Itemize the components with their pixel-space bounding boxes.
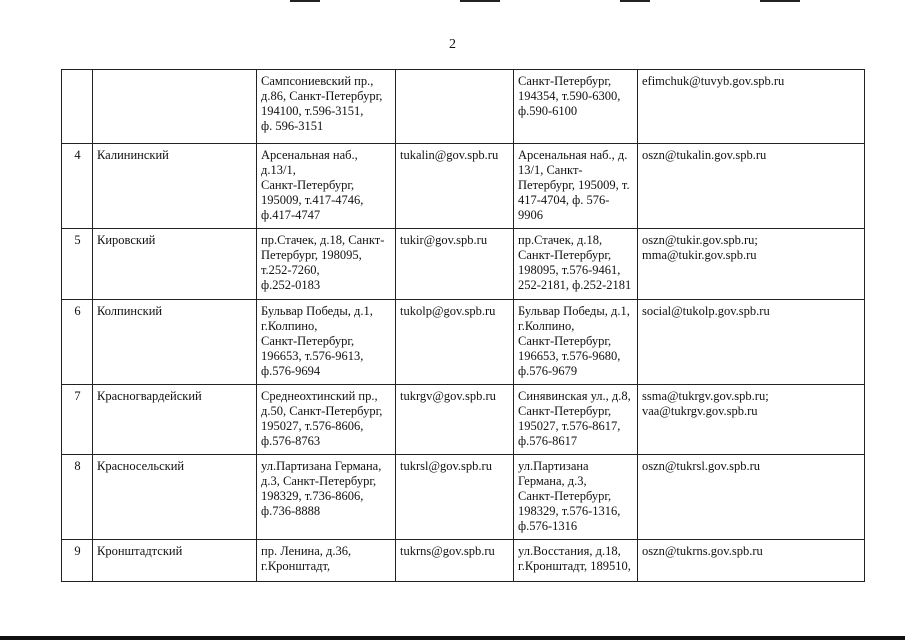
- social-address-line: ф.576-8617: [518, 434, 578, 448]
- address-line: пр. Ленина, д.36,: [261, 544, 352, 558]
- address-line: д.3, Санкт-Петербург,: [261, 474, 377, 488]
- social-address-line: ул.Восстания, д.18,: [518, 544, 621, 558]
- social-email-cell: [638, 229, 865, 300]
- social-email-line: ssma@tukrgv.gov.spb.ru;: [642, 389, 769, 403]
- social-address-cell: [514, 540, 638, 582]
- social-address-line: 198329, т.576-1316,: [518, 504, 621, 518]
- email-cell: [396, 70, 514, 144]
- social-email-line: oszn@tukir.gov.spb.ru;: [642, 233, 758, 247]
- table-row: [62, 229, 865, 300]
- social-address-line: Санкт-Петербург,: [518, 248, 612, 262]
- row-number-cell: 9: [62, 540, 93, 582]
- address-line: Сампсониевский пр.,: [261, 74, 374, 88]
- social-address-line: 13/1, Санкт-: [518, 163, 583, 177]
- address-line: 195009, т.417-4746,: [261, 193, 364, 207]
- district-name-cell: [93, 70, 257, 144]
- address-line: д.86, Санкт-Петербург,: [261, 89, 383, 103]
- address-line: Бульвар Победы, д.1,: [261, 304, 373, 318]
- social-email-cell: [638, 455, 865, 540]
- email-cell: tukalin@gov.spb.ru: [396, 144, 514, 229]
- district-name-cell: Красногвардейский: [93, 385, 257, 455]
- address-cell: [257, 144, 396, 229]
- table-row: [62, 540, 865, 582]
- address-line: д.13/1,: [261, 163, 296, 177]
- scan-top-edge: [620, 0, 650, 2]
- social-email-line: efimchuk@tuvyb.gov.spb.ru: [642, 74, 785, 88]
- social-email-line: vaa@tukrgv.gov.spb.ru: [642, 404, 758, 418]
- social-address-line: Санкт-Петербург,: [518, 489, 612, 503]
- social-address-line: ф.576-1316: [518, 519, 578, 533]
- address-line: Среднеохтинский пр.,: [261, 389, 378, 403]
- address-line: Петербург, 198095,: [261, 248, 362, 262]
- address-cell: [257, 70, 396, 144]
- district-contacts-table: [61, 69, 865, 582]
- address-line: ф.736-8888: [261, 504, 321, 518]
- social-address-line: ф.590-6100: [518, 104, 578, 118]
- social-email-line: social@tukolp.gov.spb.ru: [642, 304, 770, 318]
- row-number-cell: [62, 70, 93, 144]
- district-name-cell: Калининский: [93, 144, 257, 229]
- social-email-line: mma@tukir.gov.spb.ru: [642, 248, 757, 262]
- table-body: [62, 70, 865, 582]
- social-address-line: Арсенальная наб., д.: [518, 148, 628, 162]
- social-address-line: 195027, т.576-8617,: [518, 419, 621, 433]
- district-name-cell: Кронштадтский: [93, 540, 257, 582]
- page-number: 2: [449, 37, 456, 52]
- row-number-cell: 8: [62, 455, 93, 540]
- table-row: [62, 70, 865, 144]
- social-email-cell: [638, 540, 865, 582]
- social-email-cell: [638, 70, 865, 144]
- social-email-cell: [638, 300, 865, 385]
- social-email-line: oszn@tukalin.gov.spb.ru: [642, 148, 767, 162]
- social-address-line: ул.Партизана: [518, 459, 589, 473]
- row-number-cell: 4: [62, 144, 93, 229]
- social-address-cell: [514, 300, 638, 385]
- district-name-cell: Красносельский: [93, 455, 257, 540]
- address-line: пр.Стачек, д.18, Санкт-: [261, 233, 385, 247]
- address-line: т.252-7260,: [261, 263, 320, 277]
- social-address-line: пр.Стачек, д.18,: [518, 233, 603, 247]
- social-address-line: Германа, д.3,: [518, 474, 587, 488]
- table-row: [62, 300, 865, 385]
- row-number-cell: 6: [62, 300, 93, 385]
- address-line: Санкт-Петербург,: [261, 178, 355, 192]
- social-address-line: 196653, т.576-9680,: [518, 349, 621, 363]
- district-name-cell: Кировский: [93, 229, 257, 300]
- social-email-cell: [638, 144, 865, 229]
- social-address-line: г.Колпино,: [518, 319, 575, 333]
- address-line: 194100, т.596-3151,: [261, 104, 364, 118]
- social-address-line: г.Кронштадт, 189510,: [518, 559, 631, 573]
- address-line: ф.252-0183: [261, 278, 321, 292]
- email-cell: tukrsl@gov.spb.ru: [396, 455, 514, 540]
- social-address-line: Бульвар Победы, д.1,: [518, 304, 630, 318]
- address-line: г.Колпино,: [261, 319, 318, 333]
- address-cell: [257, 385, 396, 455]
- address-cell: [257, 540, 396, 582]
- social-address-cell: [514, 229, 638, 300]
- social-address-line: Санкт-Петербург,: [518, 334, 612, 348]
- address-cell: [257, 229, 396, 300]
- social-address-line: 198095, т.576-9461,: [518, 263, 621, 277]
- social-address-cell: [514, 70, 638, 144]
- address-line: Арсенальная наб.,: [261, 148, 358, 162]
- address-line: Санкт-Петербург,: [261, 334, 355, 348]
- scan-top-edge: [760, 0, 800, 2]
- row-number-cell: 7: [62, 385, 93, 455]
- social-address-cell: [514, 455, 638, 540]
- social-email-cell: [638, 385, 865, 455]
- social-address-line: Санкт-Петербург,: [518, 74, 612, 88]
- address-line: 195027, т.576-8606,: [261, 419, 364, 433]
- social-address-line: 252-2181, ф.252-2181: [518, 278, 632, 292]
- social-address-line: ф.576-9679: [518, 364, 578, 378]
- social-address-line: Петербург, 195009, т.: [518, 178, 630, 192]
- scan-bottom-edge: [0, 636, 905, 640]
- address-line: ф. 596-3151: [261, 119, 324, 133]
- address-line: 196653, т.576-9613,: [261, 349, 364, 363]
- address-line: ф.576-9694: [261, 364, 321, 378]
- social-address-line: Санкт-Петербург,: [518, 404, 612, 418]
- table-row: [62, 455, 865, 540]
- social-address-line: Синявинская ул., д.8,: [518, 389, 631, 403]
- social-email-line: oszn@tukrsl.gov.spb.ru: [642, 459, 760, 473]
- social-email-line: oszn@tukrns.gov.spb.ru: [642, 544, 763, 558]
- address-line: 198329, т.736-8606,: [261, 489, 364, 503]
- social-address-line: 417-4704, ф. 576-9906: [518, 193, 610, 222]
- address-line: ф.417-4747: [261, 208, 321, 222]
- district-name-cell: Колпинский: [93, 300, 257, 385]
- table-row: [62, 385, 865, 455]
- address-line: ул.Партизана Германа,: [261, 459, 382, 473]
- address-line: д.50, Санкт-Петербург,: [261, 404, 383, 418]
- address-cell: [257, 300, 396, 385]
- row-number-cell: 5: [62, 229, 93, 300]
- social-address-line: 194354, т.590-6300,: [518, 89, 621, 103]
- email-cell: tukir@gov.spb.ru: [396, 229, 514, 300]
- scan-top-edge: [290, 0, 320, 2]
- email-cell: tukolp@gov.spb.ru: [396, 300, 514, 385]
- email-cell: tukrns@gov.spb.ru: [396, 540, 514, 582]
- address-cell: [257, 455, 396, 540]
- social-address-cell: [514, 144, 638, 229]
- scan-top-edge: [460, 0, 500, 2]
- table-row: [62, 144, 865, 229]
- address-line: г.Кронштадт,: [261, 559, 331, 573]
- social-address-cell: [514, 385, 638, 455]
- address-line: ф.576-8763: [261, 434, 321, 448]
- email-cell: tukrgv@gov.spb.ru: [396, 385, 514, 455]
